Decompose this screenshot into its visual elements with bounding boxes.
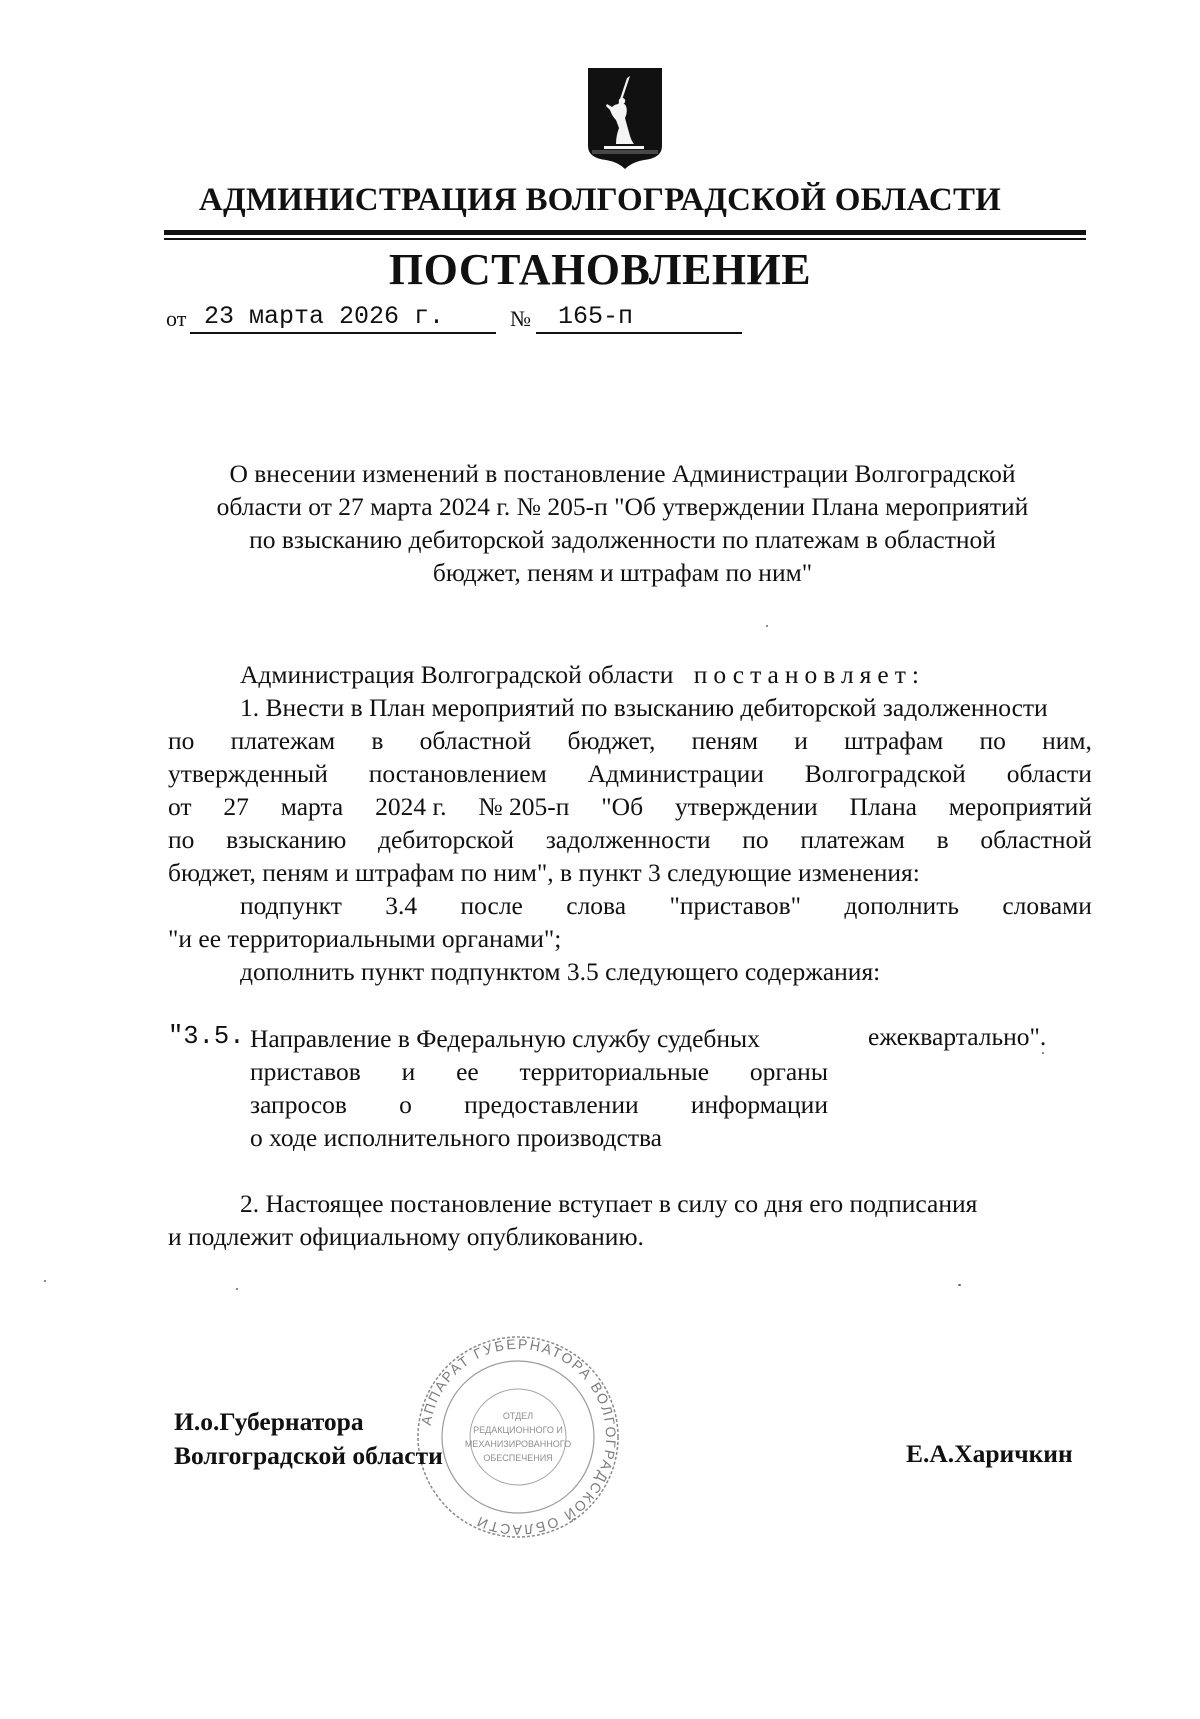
word: по (168, 825, 195, 854)
organization-name: АДМИНИСТРАЦИЯ ВОЛГОГРАДСКОЙ ОБЛАСТИ (198, 182, 1002, 218)
document-subject-title (160, 457, 1085, 589)
word: бюджет, (567, 726, 656, 755)
official-stamp (414, 1333, 622, 1541)
add-subitem-3-5: дополнить пункт подпунктом 3.5 следующего содержания: (240, 957, 881, 986)
title-line: области от 27 марта 2024 г. № 205-п "Об утверждении Плана мероприятий (216, 492, 1029, 521)
word: информации (690, 1090, 828, 1119)
item1-line5 (168, 823, 1092, 856)
word: платежам (230, 726, 336, 755)
amendment-row: Направление в Федеральную службу судебных (250, 1024, 760, 1053)
title-line: по взысканию дебиторской задолженности по платежам в областной (249, 525, 996, 554)
word: приставов (250, 1057, 361, 1086)
scan-speck (1042, 1052, 1044, 1054)
word: постановлением (368, 759, 547, 788)
word: областной (980, 825, 1092, 854)
item1-line4 (168, 790, 1092, 823)
signatory-position-line: Волгоградской области (174, 1441, 443, 1470)
word: по (168, 726, 195, 755)
date-underline (190, 332, 496, 334)
subitem-3-4 (240, 889, 1092, 922)
scan-speck (236, 1288, 238, 1290)
word: территориальные (519, 1057, 710, 1086)
header-rule-thin (164, 238, 1086, 240)
registration-line (166, 302, 766, 334)
word: 3.4 (385, 891, 418, 920)
word: в (371, 726, 384, 755)
word: ним, (1042, 726, 1092, 755)
word: "приставов" (669, 891, 802, 920)
item1-line3 (168, 757, 1092, 790)
signatory-position (174, 1405, 443, 1473)
number-underline (536, 332, 742, 334)
scan-speck (958, 1284, 961, 1286)
word: задолженности (545, 825, 711, 854)
word: подпункт (240, 891, 342, 920)
word: области (1006, 759, 1092, 788)
item1-line2 (168, 724, 1092, 757)
header-rule-thick (164, 230, 1086, 235)
word: мероприятий (948, 792, 1092, 821)
word: после (460, 891, 523, 920)
stamp-center-line: ОБЕСПЕЧЕНИЯ (483, 1453, 553, 1463)
document-number: 165-п (558, 302, 634, 331)
word: дебиторской (377, 825, 515, 854)
item2-first-line: 2. Настоящее постановление вступает в силу со дня его подписания (240, 1189, 978, 1218)
word: ее (456, 1057, 479, 1086)
date-from-label: от (166, 306, 187, 331)
word: штрафам (844, 726, 944, 755)
word: слова (566, 891, 627, 920)
word: в (936, 825, 949, 854)
word: и (401, 1057, 416, 1086)
amendment-text (250, 1022, 828, 1154)
word: 2024 г. (375, 792, 447, 821)
word: утвержденный (168, 759, 328, 788)
word: 27 (223, 792, 249, 821)
word: от (168, 792, 192, 821)
scan-speck (766, 625, 768, 627)
word: предоставлении (464, 1090, 639, 1119)
word: словами (1002, 891, 1092, 920)
word: органы (749, 1057, 828, 1086)
amendment-term: ежеквартально". (868, 1022, 1047, 1051)
signatory-position-line: И.о.Губернатора (174, 1407, 364, 1436)
volgograd-emblem-icon (586, 66, 664, 170)
amendment-row (250, 1055, 828, 1088)
word: областной (419, 726, 532, 755)
word: Плана (849, 792, 917, 821)
stamp-center-line: ОТДЕЛ (502, 1411, 534, 1421)
number-label: № (510, 306, 531, 331)
preamble-verb: постановляет: (693, 660, 925, 689)
word: утверждении (674, 792, 818, 821)
amendment-row (250, 1088, 828, 1121)
word: № 205-п (478, 792, 570, 821)
word: по (979, 726, 1006, 755)
preamble (240, 658, 925, 691)
item1-last-line: бюджет, пеням и штрафам по ним", в пункт 3 следующие изменения: (168, 858, 920, 887)
document-date: 23 марта 2026 г. (204, 302, 445, 331)
word: о (399, 1090, 412, 1119)
stamp-center-line: МЕХАНИЗИРОВАННОГО (464, 1439, 572, 1449)
scan-speck (44, 1280, 46, 1282)
word: Волгоградской (804, 759, 966, 788)
amendment-row: о ходе исполнительного производства (250, 1123, 662, 1152)
preamble-subject: Администрация Волгоградской области (240, 660, 674, 689)
amendment-number: "3.5. (168, 1022, 245, 1051)
stamp-center-line: РЕДАКЦИОННОГО И (473, 1425, 563, 1435)
subitem-3-4-tail: "и ее территориальными органами"; (168, 924, 562, 953)
title-line: О внесении изменений в постановление Администрации Волгоградской (229, 459, 1016, 488)
word: марта (280, 792, 344, 821)
word: запросов (250, 1090, 347, 1119)
word: "Об (601, 792, 644, 821)
word: по (742, 825, 769, 854)
svg-text:АППАРАТ ГУБЕРНАТОРА ВОЛГОГРАДС (418, 1336, 619, 1538)
signatory-name: Е.А.Харичкин (906, 1439, 1073, 1468)
word: пеням (691, 726, 759, 755)
word: и (794, 726, 808, 755)
document-type-title: ПОСТАНОВЛЕНИЕ (388, 245, 812, 294)
word: платежам (800, 825, 905, 854)
word: Администрации (587, 759, 764, 788)
stamp-outer-text: АППАРАТ ГУБЕРНАТОРА ВОЛГОГРАДСКОЙ ОБЛАСТИ (417, 1335, 620, 1539)
item2-second-line: и подлежит официальному опубликованию. (168, 1222, 644, 1251)
word: взысканию (226, 825, 347, 854)
title-line: бюджет, пеням и штрафам по ним" (432, 558, 813, 587)
word: дополнить (844, 891, 959, 920)
item1-first-line: 1. Внести в План мероприятий по взысканию дебиторской задолженности (240, 693, 1048, 722)
